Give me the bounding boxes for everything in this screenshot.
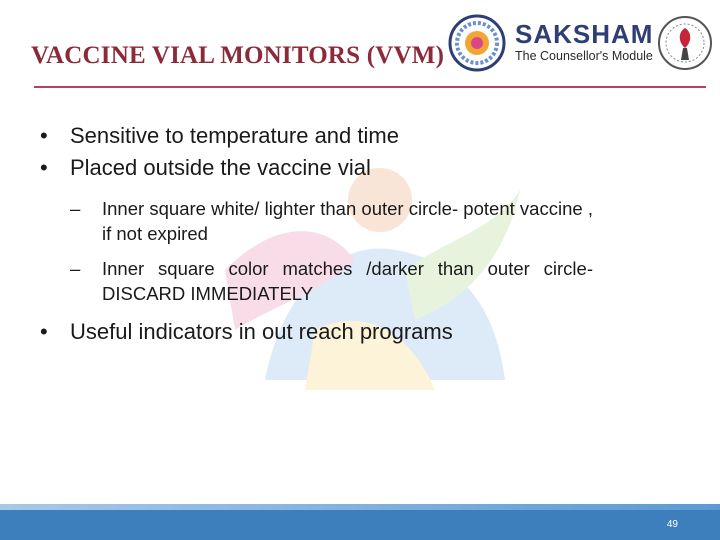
bullet-marker: • bbox=[40, 123, 48, 148]
sub-bullet-text: Inner square color matches /darker than outer circle- DISCARD IMMEDIATELY bbox=[102, 258, 593, 304]
bullet-text: Sensitive to temperature and time bbox=[70, 123, 399, 148]
sub-bullet-list bbox=[30, 196, 630, 306]
brand-name: SAKSHAM bbox=[515, 19, 654, 49]
sub-bullet-text: Inner square white/ lighter than outer circle- potent vaccine , if not expired bbox=[102, 198, 593, 244]
bullet-text: Placed outside the vaccine vial bbox=[70, 155, 371, 180]
title-divider bbox=[34, 86, 706, 88]
bullet-item bbox=[30, 316, 630, 348]
institute-seal-icon bbox=[656, 14, 714, 72]
brand-subtitle: The Counsellor's Module bbox=[515, 49, 653, 63]
sub-bullet-marker: – bbox=[70, 198, 81, 219]
sub-bullet-marker: – bbox=[70, 258, 81, 279]
bullet-marker: • bbox=[40, 155, 48, 180]
bullet-text: Useful indicators in out reach programs bbox=[70, 319, 453, 344]
sub-bullet-item bbox=[30, 256, 593, 306]
sub-bullet-item bbox=[30, 196, 593, 246]
page-number: 49 bbox=[666, 519, 678, 530]
bullet-item bbox=[30, 152, 630, 184]
brand-block bbox=[515, 20, 653, 63]
slide-title: VACCINE VIAL MONITORS (VVM) bbox=[31, 42, 445, 69]
bullet-item bbox=[30, 120, 630, 152]
bullet-list bbox=[30, 120, 630, 348]
footer-band bbox=[0, 510, 720, 540]
saksham-emblem-icon bbox=[448, 14, 506, 72]
bullet-marker: • bbox=[40, 319, 48, 344]
